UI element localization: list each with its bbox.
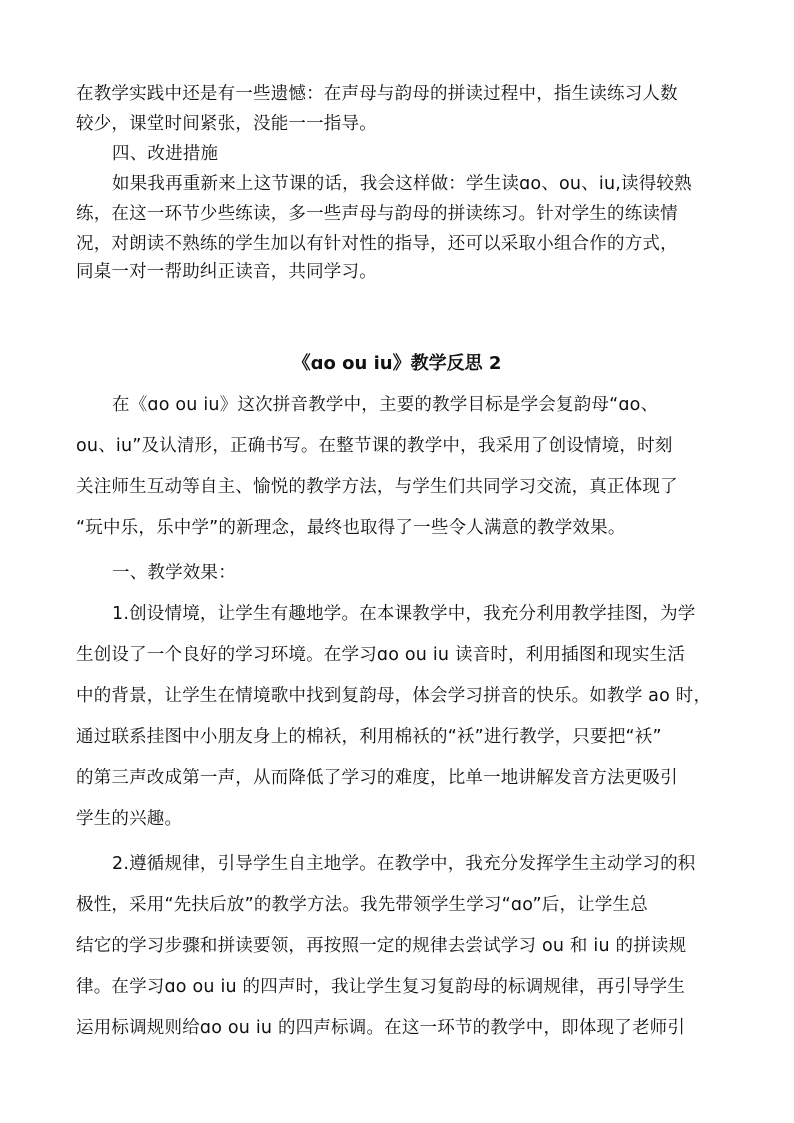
section-heading: 四、改进措施 xyxy=(112,144,219,164)
paragraph-line: ou、iu”及认清形，正确书写。在整节课的教学中，我采用了创设情境，时刻 xyxy=(76,436,673,456)
paragraph-line: 如果我再重新来上这节课的话，我会这样做：学生读ɑo、ou、iu,读得较熟 xyxy=(112,174,692,194)
paragraph-line: 关注师生互动等自主、愉悦的教学方法，与学生们共同学习交流，真正体现了 xyxy=(76,477,678,497)
paragraph-line: 的第三声改成第一声，从而降低了学习的难度，比单一地讲解发音方法更吸引 xyxy=(76,768,678,788)
section-heading: 一、教学效果： xyxy=(112,563,236,583)
section-title: 《ɑo ou iu》教学反思 2 xyxy=(292,353,502,374)
paragraph-line: 练，在这一环节少些练读，多一些声母与韵母的拼读练习。针对学生的练读情 xyxy=(76,204,678,224)
paragraph-line: 学生的兴趣。 xyxy=(76,809,183,829)
paragraph-line: 在教学实践中还是有一些遗憾：在声母与韵母的拼读过程中，指生读练习人数 xyxy=(76,84,678,104)
paragraph-line: 较少，课堂时间紧张，没能一一指导。 xyxy=(76,114,377,134)
paragraph-line: 极性，采用“先扶后放”的教学方法。我先带领学生学习“ɑo”后，让学生总 xyxy=(76,895,648,915)
paragraph-line: 通过联系挂图中小朋友身上的棉袄，利用棉袄的“袄”进行教学，只要把“袄” xyxy=(76,727,662,747)
paragraph-line: 2.遵循规律，引导学生自主地学。在教学中，我充分发挥学生主动学习的积 xyxy=(112,854,696,874)
paragraph-line: “玩中乐，乐中学”的新理念，最终也取得了一些令人满意的教学效果。 xyxy=(76,518,626,538)
paragraph-line: 在《ɑo ou iu》这次拼音教学中，主要的教学目标是学会复韵母“ɑo、 xyxy=(112,395,659,415)
paragraph-line: 况，对朗读不熟练的学生加以有针对性的指导，还可以采取小组合作的方式， xyxy=(76,234,678,254)
paragraph-line: 律。在学习ɑo ou iu 的四声时，我让学生复习复韵母的标调规律，再引导学生 xyxy=(76,977,686,997)
paragraph-line: 同桌一对一帮助纠正读音，共同学习。 xyxy=(76,262,377,282)
paragraph-line: 1.创设情境，让学生有趣地学。在本课教学中，我充分利用教学挂图，为学 xyxy=(112,604,696,624)
paragraph-line: 生创设了一个良好的学习环境。在学习ɑo ou iu 读音时，利用插图和现实生活 xyxy=(76,645,686,665)
paragraph-line: 运用标调规则给ɑo ou iu 的四声标调。在这一环节的教学中，即体现了老师引 xyxy=(76,1018,686,1038)
paragraph-line: 结它的学习步骤和拼读要领，再按照一定的规律去尝试学习 ou 和 iu 的拼读规 xyxy=(76,936,687,956)
paragraph-line: 中的背景，让学生在情境歌中找到复韵母，体会学习拼音的快乐。如教学 ao 时， xyxy=(76,686,712,706)
